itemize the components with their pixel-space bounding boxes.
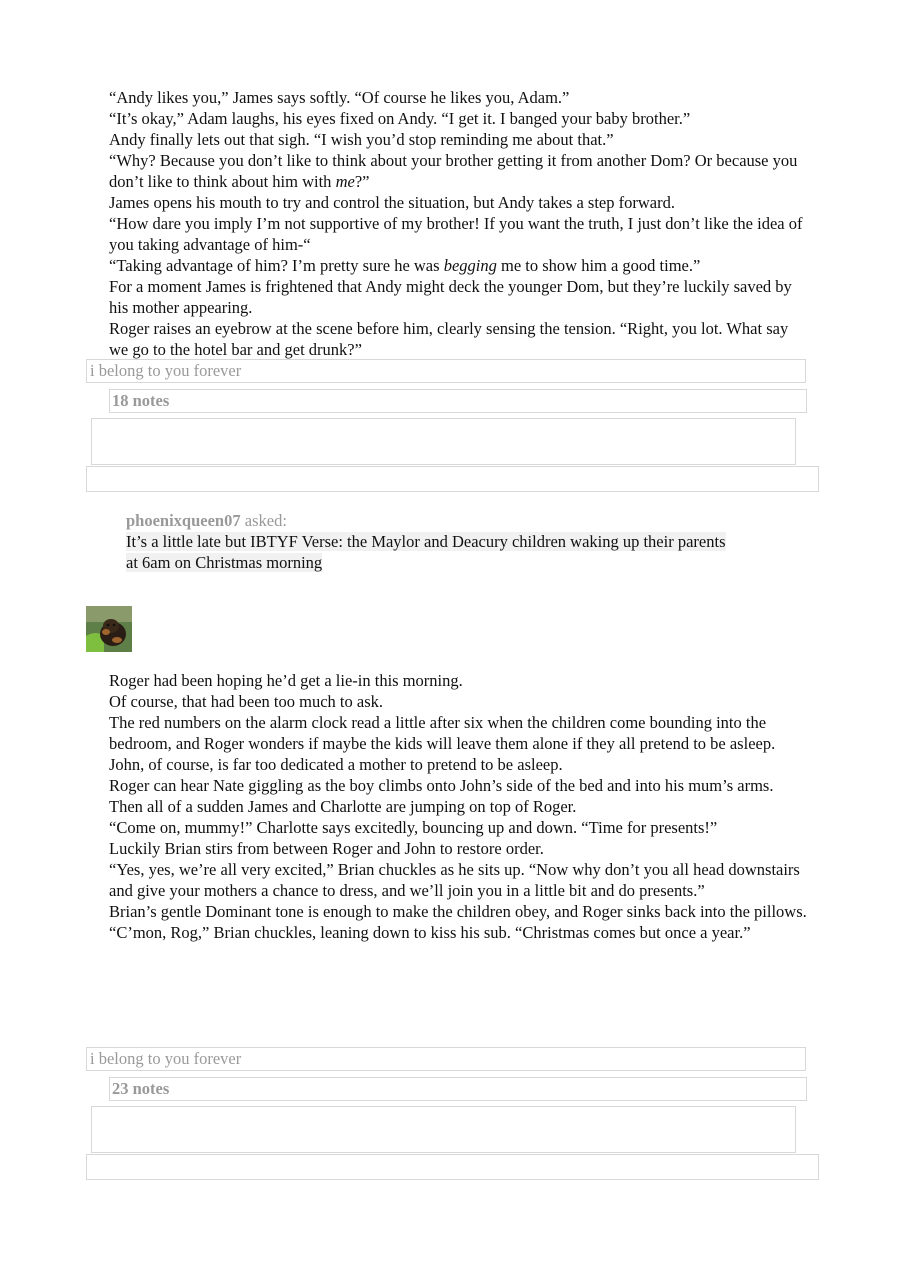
post-divider-box: [86, 1154, 819, 1180]
paragraph: Roger raises an eyebrow at the scene before him, clearly sensing the tension. “Right, you lot. What say we go to the hotel bar and get drunk?”: [109, 319, 789, 359]
post-tag-link[interactable]: i belong to you forever: [86, 359, 806, 383]
paragraph: “How dare you imply I’m not supportive of my brother! If you want the truth, I just don’t like the idea of you taking advantage of him-“: [109, 214, 803, 254]
paragraph: For a moment James is frightened that Andy might deck the younger Dom, but they’re luckily saved by his mother appearing.: [109, 277, 792, 317]
paragraph: “Taking advantage of him? I’m pretty sure he was begging me to show him a good time.”: [109, 256, 701, 275]
ask-question: It’s a little late but IBTYF Verse: the Maylor and Deacury children waking up their parents at 6am on Christmas morning: [126, 532, 726, 572]
paragraph: “C’mon, Rog,” Brian chuckles, leaning down to kiss his sub. “Christmas comes but once a year.”: [109, 923, 751, 942]
post-footer-box: [91, 418, 796, 465]
paragraph: “Why? Because you don’t like to think about your brother getting it from another Dom? Or because you don’t like to think about him with me?”: [109, 151, 798, 191]
post-tag-link[interactable]: i belong to you forever: [86, 1047, 806, 1071]
dog-photo-icon[interactable]: [86, 606, 132, 652]
ask-block: [126, 510, 726, 573]
paragraph: The red numbers on the alarm clock read a little after six when the children come bounding into the bedroom, and Roger wonders if maybe the kids will leave them alone if they all pretend to be asleep.: [109, 713, 776, 753]
asker-link[interactable]: phoenixqueen07: [126, 511, 241, 530]
paragraph: Brian’s gentle Dominant tone is enough to make the children obey, and Roger sinks back into the pillows.: [109, 902, 807, 921]
paragraph: Roger can hear Nate giggling as the boy climbs onto John’s side of the bed and into his mum’s arms.: [109, 776, 774, 795]
paragraph: Luckily Brian stirs from between Roger and John to restore order.: [109, 839, 544, 858]
ask-header: [126, 510, 726, 531]
paragraph: “Yes, yes, we’re all very excited,” Brian chuckles as he sits up. “Now why don’t you all head downstairs and give your mothers a chance to dress, and we’ll join you in a little bit and do presents.”: [109, 860, 800, 900]
notes-count-link[interactable]: 18 notes: [109, 389, 807, 413]
paragraph: Andy finally lets out that sigh. “I wish you’d stop reminding me about that.”: [109, 130, 614, 149]
post-footer-box: [91, 1106, 796, 1153]
paragraph: “Come on, mummy!” Charlotte says excitedly, bouncing up and down. “Time for presents!”: [109, 818, 718, 837]
paragraph: John, of course, is far too dedicated a mother to pretend to be asleep.: [109, 755, 563, 774]
post2-body: [109, 670, 809, 943]
paragraph: “Andy likes you,” James says softly. “Of course he likes you, Adam.”: [109, 88, 570, 107]
notes-count-link[interactable]: 23 notes: [109, 1077, 807, 1101]
paragraph: Of course, that had been too much to ask.: [109, 692, 384, 711]
post-divider-box: [86, 466, 819, 492]
paragraph: “It’s okay,” Adam laughs, his eyes fixed on Andy. “I get it. I banged your baby brother.”: [109, 109, 691, 128]
paragraph: Roger had been hoping he’d get a lie-in this morning.: [109, 671, 463, 690]
asked-label: asked:: [240, 511, 287, 530]
paragraph: James opens his mouth to try and control the situation, but Andy takes a step forward.: [109, 193, 675, 212]
post1-body: [109, 87, 809, 360]
paragraph: Then all of a sudden James and Charlotte are jumping on top of Roger.: [109, 797, 577, 816]
